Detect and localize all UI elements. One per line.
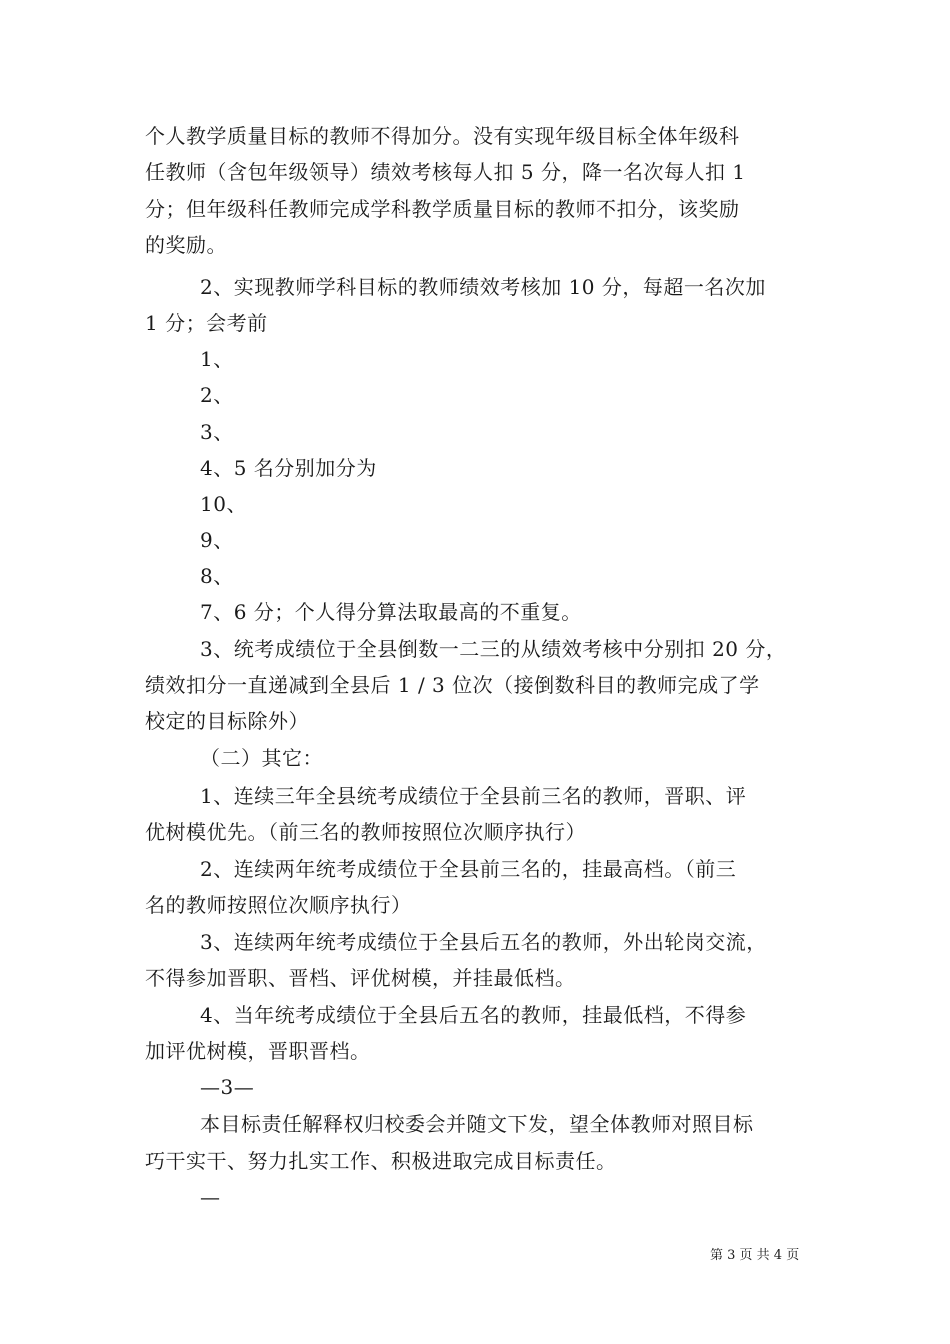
text-line: 2、 bbox=[200, 383, 234, 407]
text-line: 名的教师按照位次顺序执行） bbox=[145, 893, 412, 917]
text-line: 的奖励。 bbox=[145, 233, 227, 257]
page-marker: — bbox=[200, 1185, 221, 1209]
text-line: 本目标责任解释权归校委会并随文下发，望全体教师对照目标 bbox=[200, 1112, 754, 1136]
text-line: 3、统考成绩位于全县倒数一二三的从绩效考核中分别扣 20 分， bbox=[200, 637, 787, 661]
text-line: 4、当年统考成绩位于全县后五名的教师，挂最低档，不得参 bbox=[200, 1003, 747, 1027]
text-line: 1、连续三年全县统考成绩位于全县前三名的教师，晋职、评 bbox=[200, 784, 747, 808]
text-line: 校定的目标除外） bbox=[145, 709, 309, 733]
text-line: 巧干实干、努力扎实工作、积极进取完成目标责任。 bbox=[145, 1149, 617, 1173]
text-line: 10、 bbox=[200, 492, 247, 516]
text-line: 绩效扣分一直递减到全县后 1 / 3 位次（接倒数科目的教师完成了学 bbox=[145, 673, 760, 697]
page-marker: —3— bbox=[200, 1075, 255, 1099]
text-line: 任教师（含包年级领导）绩效考核每人扣 5 分，降一名次每人扣 1 bbox=[145, 160, 746, 184]
text-line: 3、连续两年统考成绩位于全县后五名的教师，外出轮岗交流， bbox=[200, 930, 767, 954]
text-line: 优树模优先。（前三名的教师按照位次顺序执行） bbox=[145, 820, 586, 844]
text-line: 8、 bbox=[200, 564, 234, 588]
text-line: 加评优树模，晋职晋档。 bbox=[145, 1039, 371, 1063]
section-heading: （二）其它： bbox=[200, 746, 323, 770]
page-number-footer: 第 3 页 共 4 页 bbox=[710, 1248, 800, 1263]
text-line: 3、 bbox=[200, 420, 234, 444]
text-line: 1 分；会考前 bbox=[145, 311, 268, 335]
text-line: 4、5 名分别加分为 bbox=[200, 456, 377, 480]
text-line: 9、 bbox=[200, 528, 234, 552]
text-line: 7、6 分；个人得分算法取最高的不重复。 bbox=[200, 600, 582, 624]
text-line: 分；但年级科任教师完成学科教学质量目标的教师不扣分，该奖励 bbox=[145, 197, 740, 221]
text-line: 不得参加晋职、晋档、评优树模，并挂最低档。 bbox=[145, 966, 576, 990]
text-line: 个人教学质量目标的教师不得加分。没有实现年级目标全体年级科 bbox=[145, 124, 740, 148]
text-line: 2、连续两年统考成绩位于全县前三名的，挂最高档。（前三 bbox=[200, 857, 737, 881]
text-line: 2、实现教师学科目标的教师绩效考核加 10 分，每超一名次加 bbox=[200, 275, 766, 299]
text-line: 1、 bbox=[200, 347, 234, 371]
